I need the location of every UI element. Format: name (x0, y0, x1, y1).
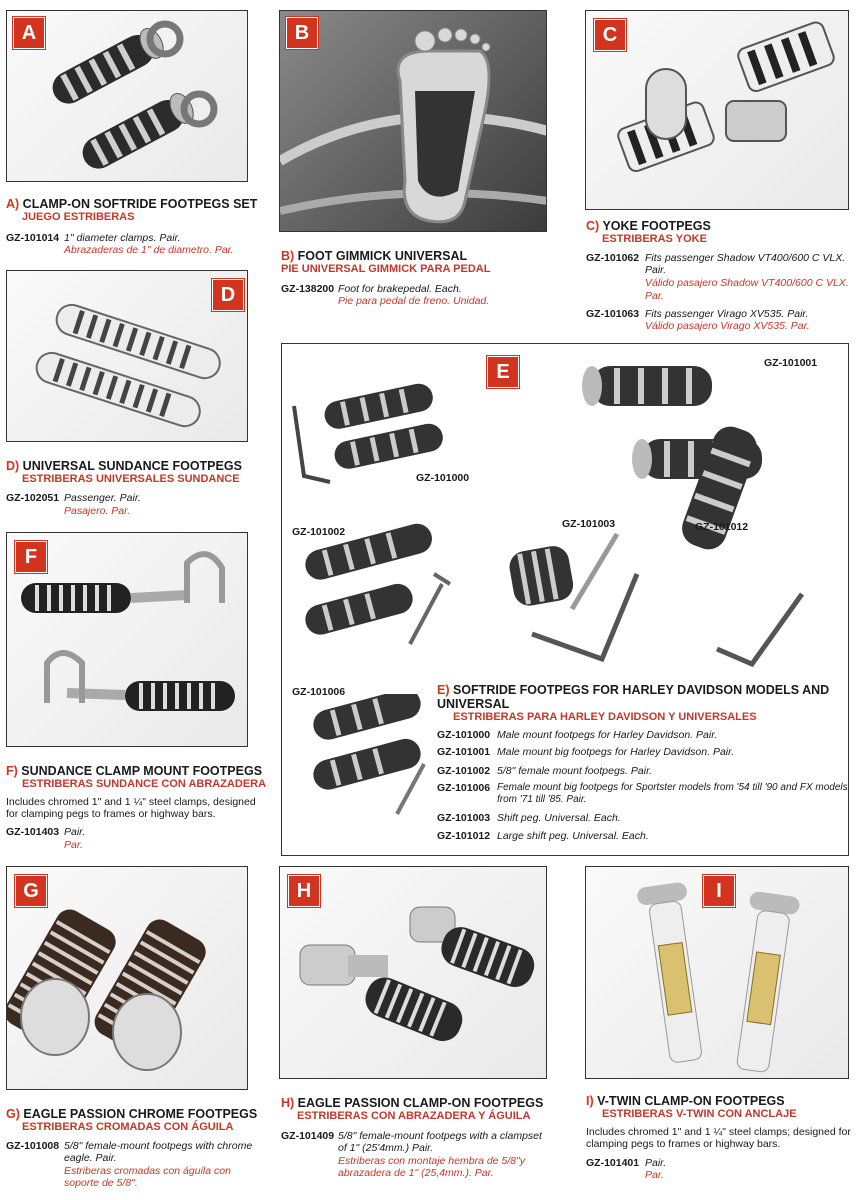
desc-i-es: Par. (645, 1169, 664, 1181)
desc-i-en: Pair. (645, 1157, 667, 1169)
foot-pedal-image (280, 11, 547, 232)
code-c2: GZ-101063 (586, 308, 640, 320)
title-c: C) YOKE FOOTPEGS (586, 219, 711, 233)
desc-c1-es1: Válido pasajero Shadow VT400/600 C VLX. (645, 277, 849, 289)
title-i: I) V-TWIN CLAMP-ON FOOTPEGS (586, 1094, 785, 1108)
title-c-text: YOKE FOOTPEGS (602, 219, 711, 233)
badge-c: C (594, 19, 626, 51)
desc-b-es: Pie para pedal de freno. Unidad. (338, 295, 490, 307)
desc-a-es: Abrazaderas de 1" de diametro. Par. (64, 244, 234, 256)
code-e5: GZ-101003 (437, 812, 491, 824)
code-e4: GZ-101006 (437, 782, 491, 794)
subtitle-h: ESTRIBERAS CON ABRAZADERA Y ÁGUILA (297, 1110, 531, 1122)
letter-a: A (6, 197, 16, 211)
desc-e5: Shift peg. Universal. Each. (497, 812, 621, 824)
photo-i (585, 866, 849, 1079)
title-e: E) SOFTRIDE FOOTPEGS FOR HARLEY DAVIDSON MODELS AND (437, 683, 830, 697)
desc-e1: Male mount footpegs for Harley Davidson. Pair. (497, 729, 718, 741)
code-e1: GZ-101000 (437, 729, 491, 741)
desc-f1: Includes chromed 1" and 1 ¼" steel clamps, designed (6, 796, 256, 808)
code-c1: GZ-101062 (586, 252, 640, 264)
photo-e (281, 343, 849, 856)
title-f-text: SUNDANCE CLAMP MOUNT FOOTPEGS (21, 764, 263, 778)
subtitle-g: ESTRIBERAS CROMADAS CON ÁGUILA (22, 1121, 234, 1133)
subtitle-b: PIE UNIVERSAL GIMMICK PARA PEDAL (281, 263, 491, 275)
subtitle-i: ESTRIBERAS V-TWIN CON ANCLAJE (602, 1108, 797, 1120)
photo-a (6, 10, 248, 182)
desc-i1: Includes chromed 1" and 1 ¼" steel clamps; designed for (586, 1126, 851, 1138)
desc-e3: 5/8" female mount footpegs. Pair. (497, 765, 653, 777)
title-i-text: V-TWIN CLAMP-ON FOOTPEGS (597, 1094, 785, 1108)
title-h-text: EAGLE PASSION CLAMP-ON FOOTPEGS (297, 1096, 544, 1110)
desc-e4: Female mount big footpegs for Sportster models from '54 till '90 and FX models (497, 782, 848, 793)
photo-c (585, 10, 849, 210)
eagle-clamp-image (280, 867, 547, 1079)
desc-e6: Large shift peg. Universal. Each. (497, 830, 649, 842)
desc-f-en: Pair. (64, 826, 86, 838)
softride-footpegs-image (282, 344, 849, 684)
desc-c1-en2: Pair. (645, 264, 667, 276)
title-a: A) CLAMP-ON SOFTRIDE FOOTPEGS SET (6, 197, 258, 211)
title-a-text: CLAMP-ON SOFTRIDE FOOTPEGS SET (22, 197, 258, 211)
desc-h-en2: of 1" (25'4mm.) Pair. (338, 1142, 434, 1154)
label-101006: GZ-101006 (292, 686, 346, 698)
photo-h (279, 866, 547, 1079)
code-e2: GZ-101001 (437, 746, 491, 758)
title-f: F) SUNDANCE CLAMP MOUNT FOOTPEGS (6, 764, 263, 778)
title-b-text: FOOT GIMMICK UNIVERSAL (297, 249, 468, 263)
code-g: GZ-101008 (6, 1140, 60, 1152)
code-f: GZ-101403 (6, 826, 60, 838)
desc-c1-es2: Par. (645, 290, 664, 302)
title-g-text: EAGLE PASSION CHROME FOOTPEGS (23, 1107, 258, 1121)
photo-g (6, 866, 248, 1090)
footpeg-101006-image (292, 694, 442, 834)
photo-b (279, 10, 547, 232)
desc-d-en: Passenger. Pair. (64, 492, 141, 504)
photo-d (6, 270, 248, 442)
desc-f-es: Par. (64, 839, 83, 851)
label-101003: GZ-101003 (562, 518, 616, 530)
subtitle-d: ESTRIBERAS UNIVERSALES SUNDANCE (22, 473, 240, 485)
badge-f: F (15, 541, 47, 573)
title-d-text: UNIVERSAL SUNDANCE FOOTPEGS (22, 459, 242, 473)
subtitle-f: ESTRIBERAS SUNDANCE CON ABRAZADERA (22, 778, 267, 790)
badge-e: E (487, 356, 519, 388)
desc-c2-en: Fits passenger Virago XV535. Pair. (645, 308, 809, 320)
label-101012: GZ-101012 (695, 521, 749, 533)
subtitle-a: JUEGO ESTRIBERAS (22, 211, 135, 223)
photo-f (6, 532, 248, 747)
desc-e2: Male mount big footpegs for Harley Davidson. Pair. (497, 746, 735, 758)
label-101002: GZ-101002 (292, 526, 346, 538)
desc-a-en: 1" diameter clamps. Pair. (64, 232, 181, 244)
desc-i2: clamping pegs to frames or highway bars. (586, 1138, 781, 1150)
desc-e4-line2: from '71 till '85. Pair. (497, 794, 587, 805)
title-d: D) UNIVERSAL SUNDANCE FOOTPEGS (6, 459, 242, 473)
title-g: G) EAGLE PASSION CHROME FOOTPEGS (6, 1107, 258, 1121)
title-e-text: SOFTRIDE FOOTPEGS FOR HARLEY DAVIDSON MODELS AND (452, 683, 830, 697)
desc-g-es1: Estriberas cromadas con águila con (64, 1165, 231, 1177)
title-b: B) FOOT GIMMICK UNIVERSAL (281, 249, 468, 263)
badge-a: A (13, 17, 45, 49)
title-h: H) EAGLE PASSION CLAMP-ON FOOTPEGS (281, 1096, 544, 1110)
desc-g-en2: eagle. Pair. (64, 1152, 117, 1164)
code-d: GZ-102051 (6, 492, 60, 504)
badge-g: G (15, 875, 47, 907)
badge-i: I (703, 875, 735, 907)
desc-g-en1: 5/8" female-mount footpegs with chrome (64, 1140, 253, 1152)
title-e-line2: UNIVERSAL (437, 697, 510, 711)
desc-c2-es: Válido pasajero Virago XV535. Par. (645, 320, 810, 332)
code-i: GZ-101401 (586, 1157, 640, 1169)
desc-h-es1: Estriberas con montaje hembra de 5/8"y (338, 1155, 525, 1167)
desc-h-es2: abrazadera de 1" (25,4mm.). Par. (338, 1167, 494, 1179)
desc-f2: for clamping pegs to frames or highway bars. (6, 808, 216, 820)
badge-d: D (212, 279, 244, 311)
code-h: GZ-101409 (281, 1130, 335, 1142)
desc-g-es2: soporte de 5/8". (64, 1177, 138, 1189)
code-b: GZ-138200 (281, 283, 335, 295)
desc-h-en1: 5/8" female-mount footpegs with a clampset (338, 1130, 542, 1142)
badge-h: H (288, 875, 320, 907)
code-a: GZ-101014 (6, 232, 60, 244)
desc-c1-en1: Fits passenger Shadow VT400/600 C VLX. (645, 252, 846, 264)
label-101000: GZ-101000 (416, 472, 470, 484)
badge-b: B (286, 17, 318, 49)
label-101001: GZ-101001 (764, 357, 818, 369)
code-e6: GZ-101012 (437, 830, 491, 842)
desc-b-en: Foot for brakepedal. Each. (338, 283, 462, 295)
subtitle-c: ESTRIBERAS YOKE (602, 233, 707, 245)
subtitle-e: ESTRIBERAS PARA HARLEY DAVIDSON Y UNIVERSALES (453, 711, 757, 723)
desc-d-es: Pasajero. Par. (64, 505, 131, 517)
code-e3: GZ-101002 (437, 765, 491, 777)
